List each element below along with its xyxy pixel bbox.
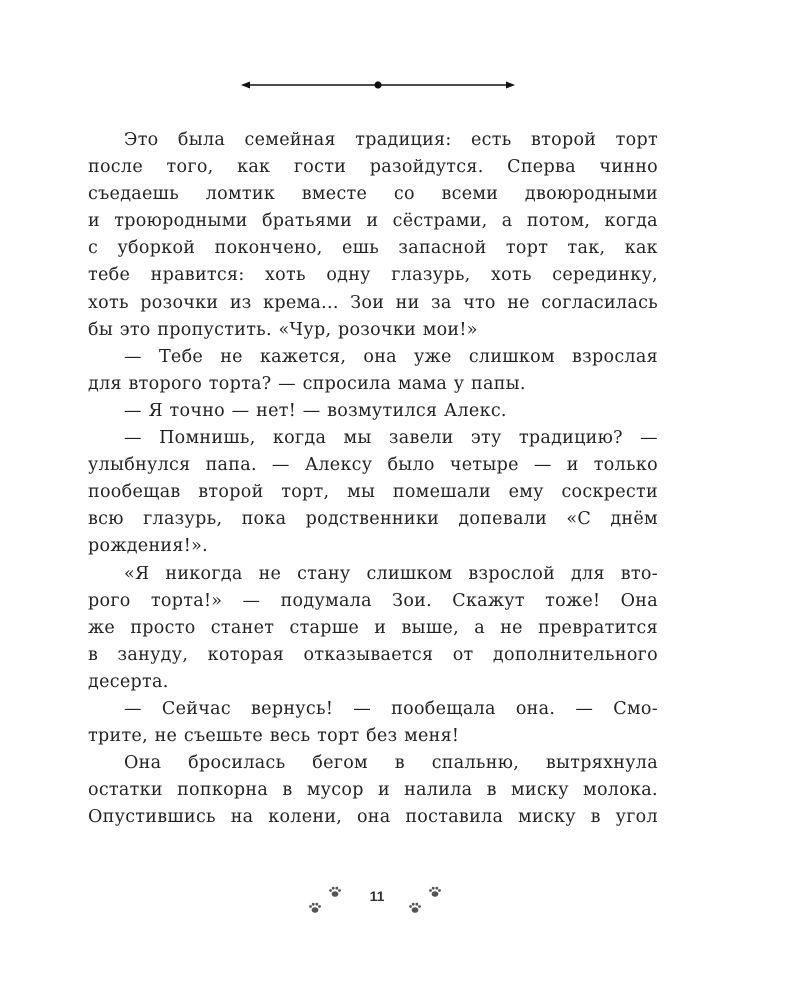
text-line: улыбнулся папа. — Алексу было четыре — и только [88,455,658,476]
body-text [88,127,658,831]
text-line: всю глазурь, пока родственники допевали «С днём [88,509,658,530]
text-line: съедаешь ломтик вместе со всеми двоюродными [88,184,658,205]
text-line: рождения!». [88,536,208,557]
text-line: пообещав второй торт, мы помешали ему соскрести [88,482,658,503]
text-line: Опустившись на колени, она поставила миску в угол [88,807,658,828]
text-line: после того, как гости разойдутся. Сперва чинно [88,157,658,178]
text-line: бы это пропустить. «Чур, розочки мои!» [88,319,478,340]
paw-print-icon [328,886,342,898]
ornament-divider-icon [240,78,516,92]
paw-print-icon [408,902,422,914]
text-line: тебе нравится: хоть одну глазурь, хоть серединку, [88,265,658,286]
text-line: — Сейчас вернусь! — пообещала она. — Смо- [124,698,658,719]
text-line: в зануду, которая отказывается от дополнительного [88,644,658,665]
text-line: хоть розочки из крема... Зои ни за что не согласилась [88,292,658,313]
page-number: 11 [369,888,385,904]
text-line: с уборкой покончено, ешь запасной торт так, как [88,238,658,259]
text-line: десерта. [88,671,169,692]
text-line: же просто станет старше и выше, а не превратится [88,617,658,638]
text-line: остатки попкорна в мусор и налила в миску молока. [88,780,658,801]
text-line: и троюродными братьями и сёстрами, а потом, когда [88,211,658,232]
page-footer [300,884,460,918]
text-line: — Я точно — нет! — возмутился Алекс. [124,400,507,421]
paw-print-icon [428,886,442,898]
text-line: рого торта!» — подумала Зои. Скажут тоже! Она [88,590,658,611]
text-line: трите, не съешьте весь торт без меня! [88,726,460,747]
text-line: — Помнишь, когда мы завели эту традицию? — [124,428,658,449]
text-line: «Я никогда не стану слишком взрослой для вто- [124,563,658,584]
text-line: Она бросилась бегом в спальню, вытряхнула [124,753,658,774]
text-line: Это была семейная традиция: есть второй торт [124,130,658,150]
paw-print-icon [308,902,322,914]
text-line: для второго торта? — спросила мама у папы. [88,373,526,394]
text-line: — Тебе не кажется, она уже слишком взрослая [124,346,658,367]
